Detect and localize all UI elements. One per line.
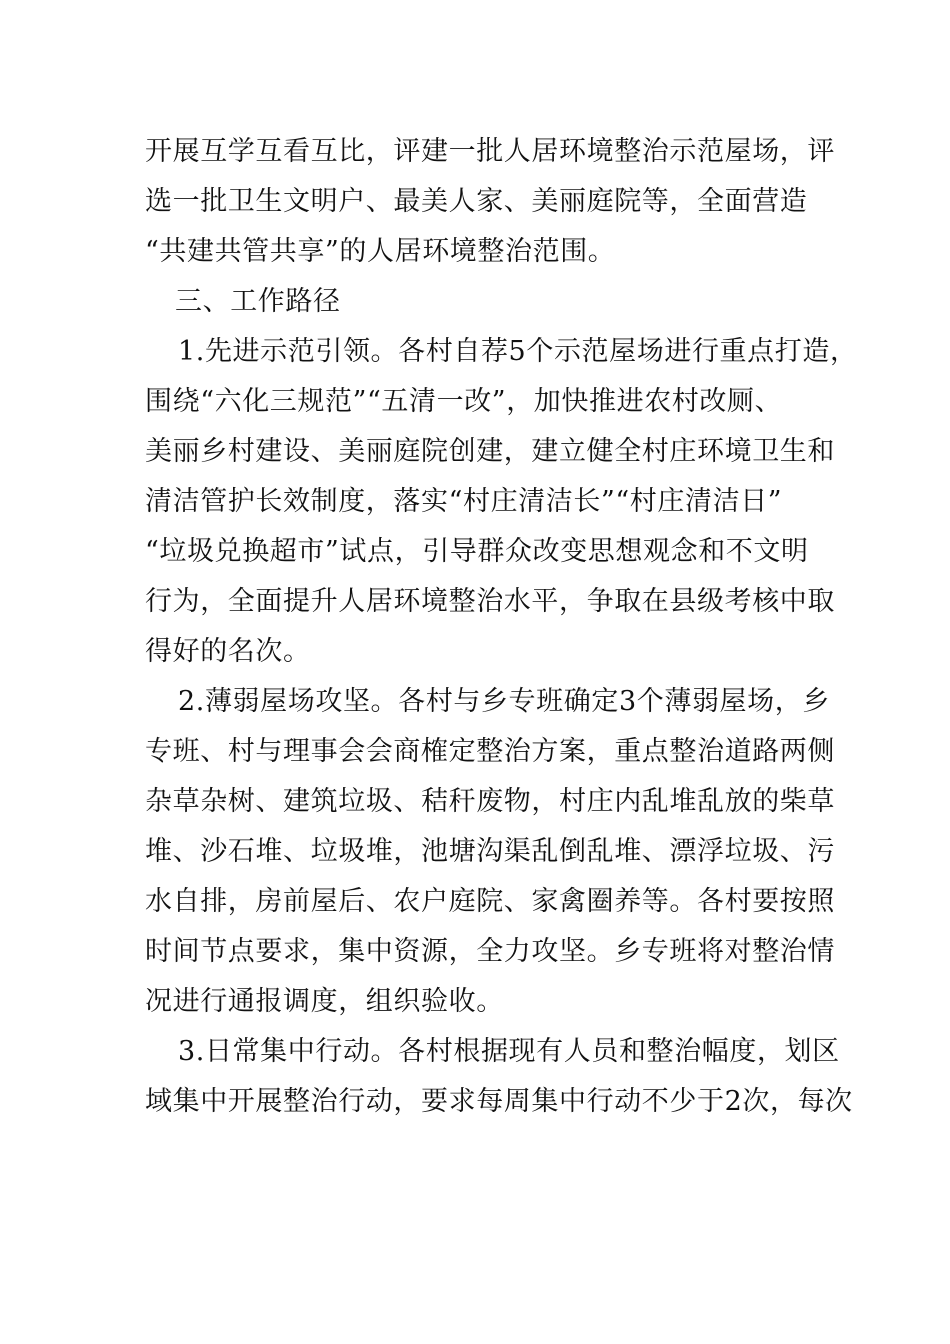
text-line: 1.先进示范引领。各村自荐5个示范屋场进行重点打造， <box>178 336 858 367</box>
text-line: 行为，全面提升人居环境整治水平，争取在县级考核中取 <box>145 586 835 617</box>
text-line: 围绕“六化三规范”“五清一改”，加快推进农村改厕、 <box>145 386 783 417</box>
text-line: 杂草杂树、建筑垃圾、秸秆废物，村庄内乱堆乱放的柴草 <box>145 786 835 817</box>
text-line: 得好的名次。 <box>145 636 311 667</box>
text-line: 选一批卫生文明户、最美人家、美丽庭院等，全面营造 <box>145 186 808 217</box>
text-line: 美丽乡村建设、美丽庭院创建，建立健全村庄环境卫生和 <box>145 436 835 467</box>
text-line: “共建共管共享”的人居环境整治范围。 <box>145 236 616 267</box>
text-line: “垃圾兑换超市”试点，引导群众改变思想观念和不文明 <box>145 536 809 567</box>
section-heading: 三、工作路径 <box>175 286 341 317</box>
text-line: 清洁管护长效制度，落实“村庄清洁长”“村庄清洁日” <box>145 486 783 517</box>
text-line: 3.日常集中行动。各村根据现有人员和整治幅度，划区 <box>178 1036 840 1067</box>
text-line: 水自排，房前屋后、农户庭院、家禽圈养等。各村要按照 <box>145 886 835 917</box>
text-line: 2.薄弱屋场攻坚。各村与乡专班确定3个薄弱屋场，乡 <box>178 686 830 717</box>
text-line: 堆、沙石堆、垃圾堆，池塘沟渠乱倒乱堆、漂浮垃圾、污 <box>145 836 835 867</box>
text-line: 域集中开展整治行动，要求每周集中行动不少于2次，每次 <box>145 1086 853 1117</box>
text-line: 时间节点要求，集中资源，全力攻坚。乡专班将对整治情 <box>145 936 835 967</box>
text-line: 开展互学互看互比，评建一批人居环境整治示范屋场，评 <box>145 136 835 167</box>
text-line: 专班、村与理事会会商榷定整治方案，重点整治道路两侧 <box>145 736 835 767</box>
text-line: 况进行通报调度，组织验收。 <box>145 986 504 1017</box>
